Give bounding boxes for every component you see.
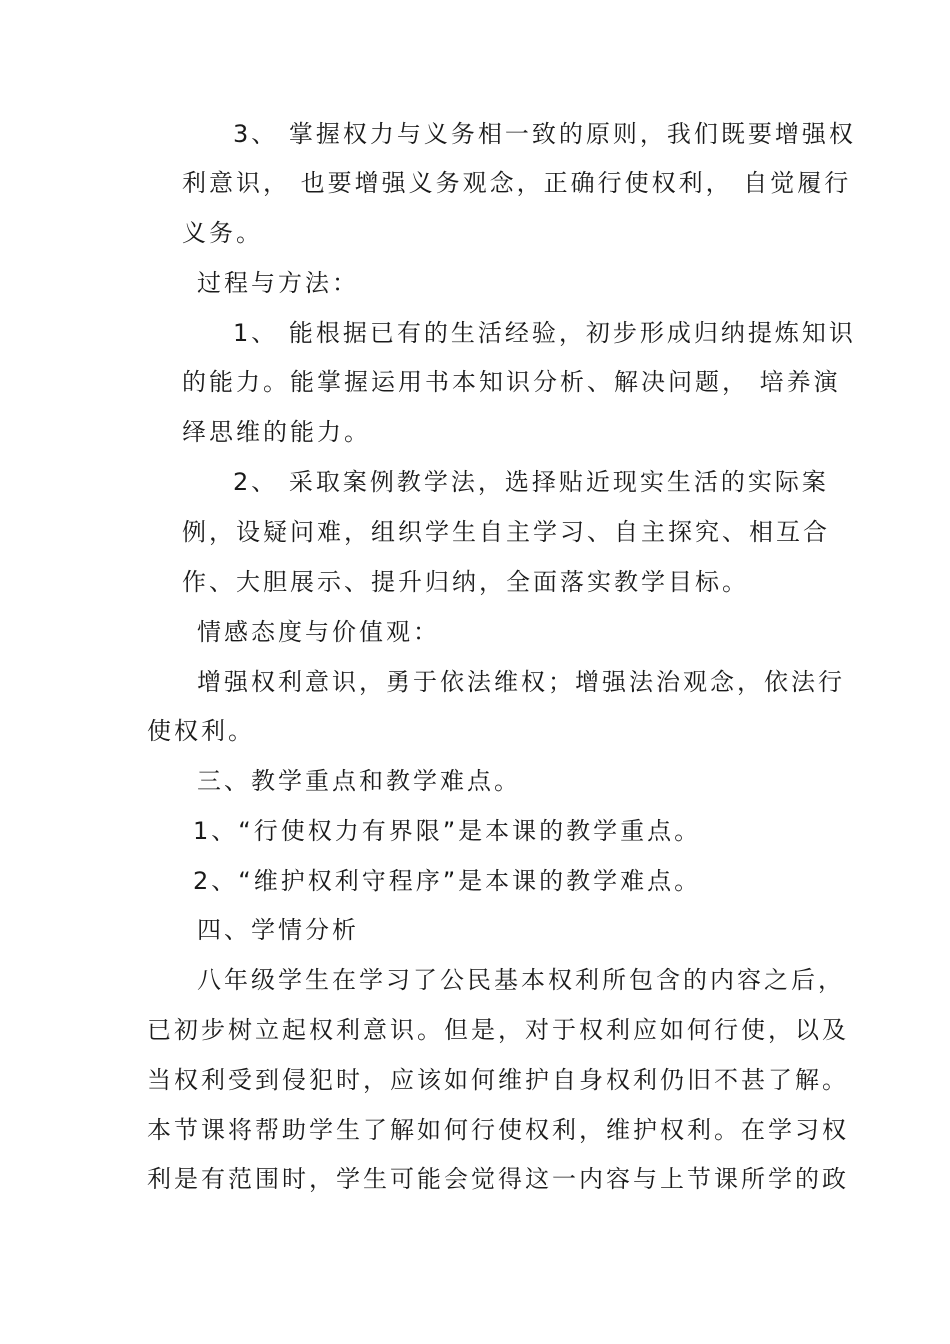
paragraph-line: 1、“行使权力有界限”是本课的教学重点。 (193, 817, 702, 845)
paragraph-line: 当权利受到侵犯时，应该如何维护自身权利仍旧不甚了解。 (147, 1066, 849, 1094)
paragraph-line: 增强权利意识，勇于依法维权；增强法治观念，依法行 (197, 668, 845, 696)
paragraph-line: 作、大胆展示、提升归纳，全面落实教学目标。 (182, 568, 749, 596)
paragraph-line: 八年级学生在学习了公民基本权利所包含的内容之后， (197, 966, 845, 994)
paragraph-line: 本节课将帮助学生了解如何行使权利，维护权利。在学习权 (147, 1116, 849, 1144)
paragraph-line: 的能力。能掌握运用书本知识分析、解决问题， 培养演 (182, 368, 841, 396)
paragraph-line: 2、“维护权利守程序”是本课的教学难点。 (193, 867, 702, 895)
paragraph-line: 利是有范围时，学生可能会觉得这一内容与上节课所学的政 (147, 1165, 849, 1193)
paragraph-line: 义务。 (182, 219, 263, 247)
paragraph-line: 已初步树立起权利意识。但是，对于权利应如何行使，以及 (147, 1016, 849, 1044)
section-heading: 三、教学重点和教学难点。 (197, 767, 521, 795)
paragraph-line: 绎思维的能力。 (182, 418, 371, 446)
section-heading: 情感态度与价值观： (197, 618, 440, 646)
paragraph-line: 利意识， 也要增强义务观念，正确行使权利， 自觉履行 (182, 169, 852, 197)
paragraph-line: 3、 掌握权力与义务相一致的原则，我们既要增强权 (233, 120, 856, 148)
paragraph-line: 2、 采取案例教学法，选择贴近现实生活的实际案 (233, 468, 829, 496)
section-heading: 四、学情分析 (197, 916, 359, 944)
paragraph-line: 例，设疑问难，组织学生自主学习、自主探究、相互合 (182, 518, 830, 546)
paragraph-line: 使权利。 (147, 717, 255, 745)
paragraph-line: 1、 能根据已有的生活经验，初步形成归纳提炼知识 (233, 319, 856, 347)
section-heading: 过程与方法： (197, 269, 359, 297)
